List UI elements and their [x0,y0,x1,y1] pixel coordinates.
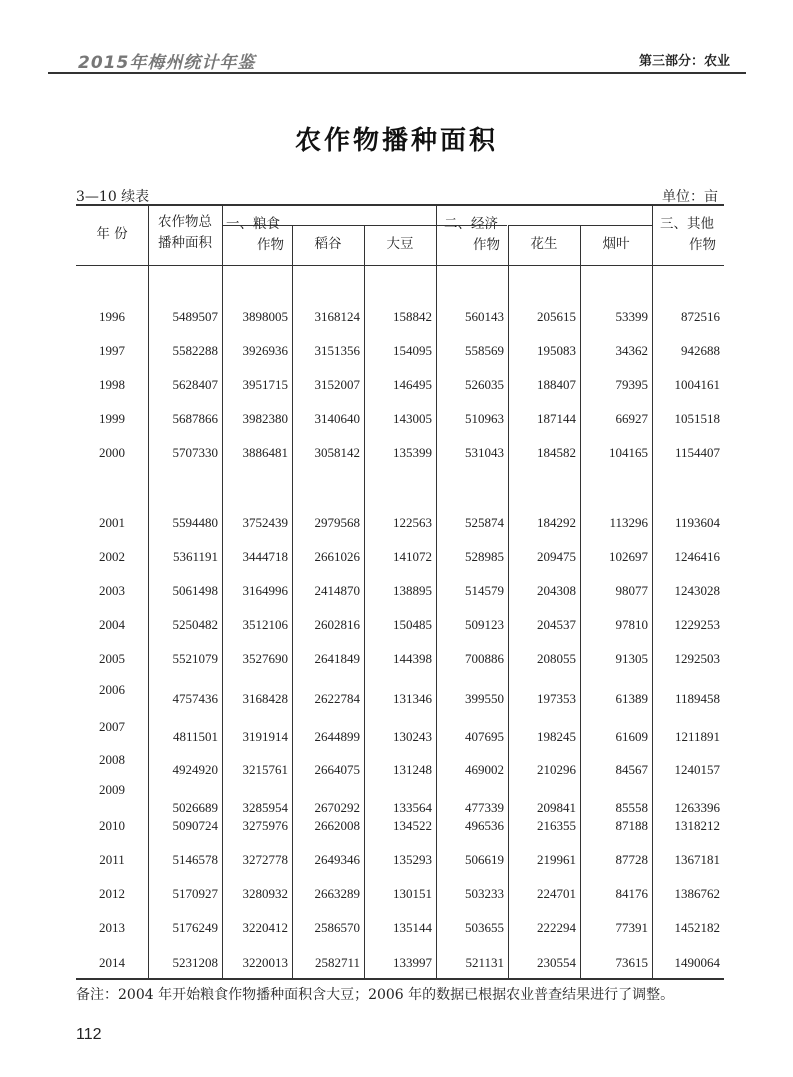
table-cell: 5231208 [172,955,218,970]
row-year: 1997 [99,343,125,358]
table-cell: 209475 [537,549,576,564]
table-cell: 2670292 [314,800,360,815]
table-cell: 496536 [465,818,504,833]
table-cell: 2641849 [314,651,360,666]
table-cell: 66927 [615,411,648,426]
table-cell: 1154407 [674,445,720,460]
table-cell: 77391 [615,920,648,935]
row-year: 2005 [99,651,125,666]
table-cell: 84176 [615,886,648,901]
table-cell: 187144 [537,411,576,426]
table-cell: 5687866 [172,411,218,426]
table-cell: 526035 [465,377,504,392]
table-cell: 131346 [393,691,432,706]
table-cell: 5176249 [172,920,218,935]
table-cell: 3058142 [314,445,360,460]
table-cell: 122563 [393,515,432,530]
table-cell: 85558 [615,800,648,815]
table-cell: 3164996 [242,583,288,598]
table-cell: 506619 [465,852,504,867]
table-cell: 141072 [393,549,432,564]
table-cell: 3982380 [242,411,288,426]
row-year: 2012 [99,886,125,901]
table-cell: 1263396 [674,800,720,815]
table-cell: 2414870 [314,583,360,598]
table-cell: 509123 [465,617,504,632]
row-year: 2011 [99,852,125,867]
table-label: 3—10 续表 [76,189,150,205]
table-top-rule [76,204,724,206]
table-cell: 531043 [465,445,504,460]
table-cell: 222294 [537,920,576,935]
row-year: 2003 [99,583,125,598]
table-cell: 1229253 [674,617,720,632]
table-cell: 3444718 [242,549,288,564]
table-cell: 224701 [537,886,576,901]
table-cell: 3275976 [242,818,288,833]
table-cell: 209841 [537,800,576,815]
table-cell: 3886481 [242,445,288,460]
table-cell: 135293 [393,852,432,867]
table-cell: 91305 [615,651,648,666]
header-bottom-rule [76,265,724,266]
header-rice: 稻谷 [314,236,342,252]
row-year: 2008 [99,752,125,767]
table-cell: 4924920 [172,762,218,777]
table-cell: 98077 [615,583,648,598]
table-cell: 3140640 [314,411,360,426]
table-cell: 133564 [393,800,432,815]
row-year: 2000 [99,445,125,460]
table-cell: 143005 [393,411,432,426]
unit-label: 单位：亩 [662,189,718,205]
table-cell: 133997 [393,955,432,970]
table-cell: 514579 [465,583,504,598]
table-cell: 5628407 [172,377,218,392]
table-cell: 195083 [537,343,576,358]
table-cell: 2662008 [314,818,360,833]
header-other: 三、其他 作物 [660,216,716,253]
table-cell: 1240157 [674,762,720,777]
table-cell: 4757436 [172,691,218,706]
row-year: 2002 [99,549,125,564]
section-label: 第三部分：农业 [638,54,730,69]
row-year: 2010 [99,818,125,833]
row-year: 2009 [99,782,125,797]
table-cell: 5521079 [172,651,218,666]
table-cell: 5594480 [172,515,218,530]
table-cell: 135144 [393,920,432,935]
table-cell: 3191914 [242,729,288,744]
table-cell: 5061498 [172,583,218,598]
table-cell: 2622784 [314,691,360,706]
table-cell: 104165 [609,445,648,460]
row-year: 2001 [99,515,125,530]
header-economic: 二、经济 作物 [444,216,500,253]
table-cell: 3168428 [242,691,288,706]
table-cell: 1189458 [674,691,720,706]
table-cell: 5090724 [172,818,218,833]
table-cell: 477339 [465,800,504,815]
table-cell: 210296 [537,762,576,777]
table-cell: 3951715 [242,377,288,392]
table-cell: 2602816 [314,617,360,632]
row-year: 1999 [99,411,125,426]
table-cell: 510963 [465,411,504,426]
table-cell: 204308 [537,583,576,598]
table-cell: 2664075 [314,762,360,777]
table-cell: 219961 [537,852,576,867]
table-cell: 146495 [393,377,432,392]
table-cell: 138895 [393,583,432,598]
table-cell: 5489507 [172,309,218,324]
table-cell: 2649346 [314,852,360,867]
table-cell: 134522 [393,818,432,833]
table-cell: 1292503 [674,651,720,666]
table-cell: 1243028 [674,583,720,598]
yearbook-title: 2015年梅州统计年鉴 [78,53,256,73]
table-bottom-rule [76,978,724,980]
table-cell: 528985 [465,549,504,564]
table-cell: 1386762 [674,886,720,901]
table-cell: 1211891 [674,729,720,744]
table-cell: 1051518 [674,411,720,426]
table-cell: 131248 [393,762,432,777]
table-cell: 130151 [393,886,432,901]
table-cell: 205615 [537,309,576,324]
table-cell: 2582711 [314,955,360,970]
table-cell: 4811501 [172,729,218,744]
table-cell: 5582288 [172,343,218,358]
table-cell: 700886 [465,651,504,666]
row-year: 2007 [99,719,125,734]
table-cell: 399550 [465,691,504,706]
table-cell: 61609 [615,729,648,744]
table-cell: 3152007 [314,377,360,392]
table-cell: 2661026 [314,549,360,564]
col-divider [148,204,149,978]
table-cell: 5361191 [172,549,218,564]
header-tobacco: 烟叶 [602,236,630,252]
table-cell: 73615 [615,955,648,970]
table-cell: 3898005 [242,309,288,324]
page-title: 农作物播种面积 [294,126,498,156]
table-cell: 525874 [465,515,504,530]
table-cell: 521131 [465,955,504,970]
table-cell: 1193604 [674,515,720,530]
row-year: 2004 [99,617,125,632]
header-total: 农作物总 播种面积 [158,214,212,251]
table-cell: 3220412 [242,920,288,935]
table-cell: 2644899 [314,729,360,744]
table-cell: 5026689 [172,800,218,815]
row-year: 2013 [99,920,125,935]
table-cell: 503655 [465,920,504,935]
table-cell: 135399 [393,445,432,460]
table-cell: 216355 [537,818,576,833]
table-cell: 3151356 [314,343,360,358]
table-cell: 198245 [537,729,576,744]
table-cell: 184582 [537,445,576,460]
table-cell: 503233 [465,886,504,901]
table-cell: 5250482 [172,617,218,632]
table-cell: 84567 [615,762,648,777]
table-cell: 79395 [615,377,648,392]
table-cell: 158842 [393,309,432,324]
table-cell: 407695 [465,729,504,744]
table-cell: 113296 [609,515,648,530]
table-cell: 1490064 [674,955,720,970]
table-cell: 2663289 [314,886,360,901]
table-cell: 1246416 [674,549,720,564]
table-cell: 97810 [615,617,648,632]
table-cell: 1004161 [674,377,720,392]
table-cell: 130243 [393,729,432,744]
table-cell: 3215761 [242,762,288,777]
header-grain: 一、粮食 作物 [226,216,284,253]
table-cell: 208055 [537,651,576,666]
table-cell: 3272778 [242,852,288,867]
row-year: 1996 [99,309,125,324]
table-cell: 1452182 [674,920,720,935]
table-cell: 3168124 [314,309,360,324]
header-peanut: 花生 [530,236,558,252]
row-year: 2014 [99,955,125,970]
running-header [48,46,746,74]
table-cell: 942688 [681,343,720,358]
table-cell: 144398 [393,651,432,666]
table-cell: 3220013 [242,955,288,970]
table-cell: 188407 [537,377,576,392]
table-cell: 5707330 [172,445,218,460]
table-cell: 3280932 [242,886,288,901]
table-cell: 150485 [393,617,432,632]
table-cell: 3926936 [242,343,288,358]
table-cell: 154095 [393,343,432,358]
table-cell: 3512106 [242,617,288,632]
table-cell: 3752439 [242,515,288,530]
table-cell: 469002 [465,762,504,777]
table-cell: 558569 [465,343,504,358]
table-cell: 184292 [537,515,576,530]
table-cell: 230554 [537,955,576,970]
table-cell: 5170927 [172,886,218,901]
table-cell: 872516 [681,309,720,324]
table-cell: 5146578 [172,852,218,867]
footnote: 备注：2004 年开始粮食作物播种面积含大豆；2006 年的数据已根据农业普查结果进行了调整。 [76,987,675,1003]
row-year: 2006 [99,682,125,697]
header-year: 年 份 [96,226,128,242]
table-cell: 87188 [615,818,648,833]
table-cell: 2979568 [314,515,360,530]
header-soybean: 大豆 [386,236,414,252]
table-cell: 3285954 [242,800,288,815]
table-cell: 3527690 [242,651,288,666]
table-cell: 197353 [537,691,576,706]
table-cell: 61389 [615,691,648,706]
table-cell: 1318212 [674,818,720,833]
table-cell: 204537 [537,617,576,632]
page-number: 112 [76,1026,102,1043]
table-cell: 87728 [615,852,648,867]
row-year: 1998 [99,377,125,392]
table-cell: 102697 [609,549,648,564]
table-cell: 53399 [615,309,648,324]
table-cell: 560143 [465,309,504,324]
table-cell: 34362 [615,343,648,358]
table-cell: 2586570 [314,920,360,935]
table-cell: 1367181 [674,852,720,867]
data-table [76,204,724,980]
